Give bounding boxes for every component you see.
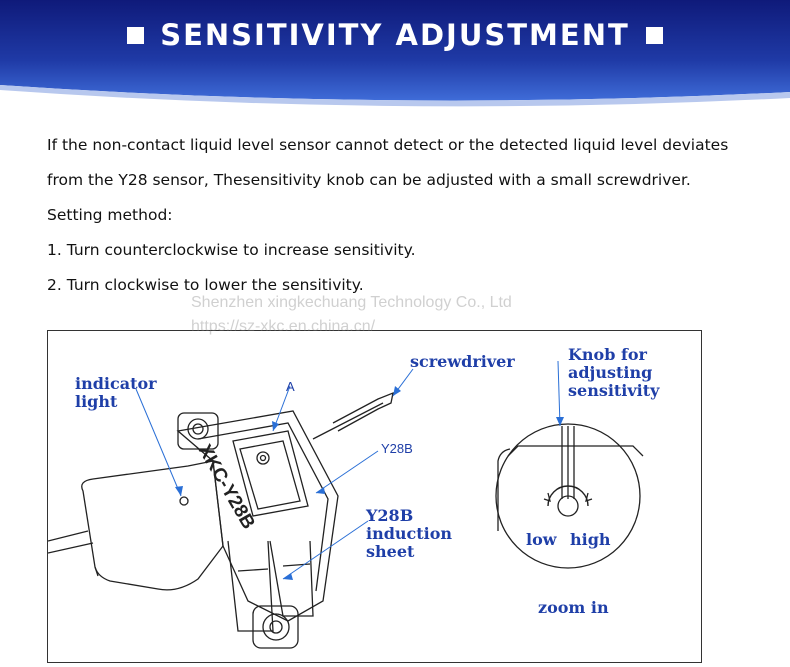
setting-method-heading: Setting method:: [47, 206, 173, 224]
watermark-company: Shenzhen xingkechuang Technology Co., Ltd: [191, 294, 512, 311]
point-a-label: A: [286, 379, 295, 394]
indicator-light-label: indicator light: [75, 374, 157, 411]
watermark-url: https://sz-xkc.en.china.cn/: [191, 318, 376, 335]
step-1: 1. Turn counterclockwise to increase sensitivity.: [47, 241, 416, 259]
y28b-label: Y28B: [381, 441, 413, 456]
screwdriver-label: screwdriver: [410, 352, 515, 371]
banner-background: [0, 0, 790, 110]
square-bullet-icon: [127, 27, 144, 44]
zoom-in-label: zoom in: [538, 598, 609, 617]
device-model-text: XKC-Y28B: [193, 441, 259, 533]
low-label: low: [526, 530, 557, 549]
knob-label: Knob for adjusting sensitivity: [568, 345, 660, 400]
page-title: SENSITIVITY ADJUSTMENT: [0, 18, 790, 52]
paragraph-line-1: If the non-contact liquid level sensor cannot detect or the detected liquid level deviates: [47, 136, 729, 154]
square-bullet-icon: [646, 27, 663, 44]
step-2: 2. Turn clockwise to lower the sensitivity.: [47, 276, 364, 294]
induction-sheet-label: Y28B induction sheet: [366, 506, 453, 561]
paragraph-line-2: from the Y28 sensor, Thesensitivity knob can be adjusted with a small screwdriver.: [47, 171, 691, 189]
high-label: high: [570, 530, 611, 549]
header-banner: [0, 0, 790, 110]
sensor-diagram: [47, 330, 702, 663]
